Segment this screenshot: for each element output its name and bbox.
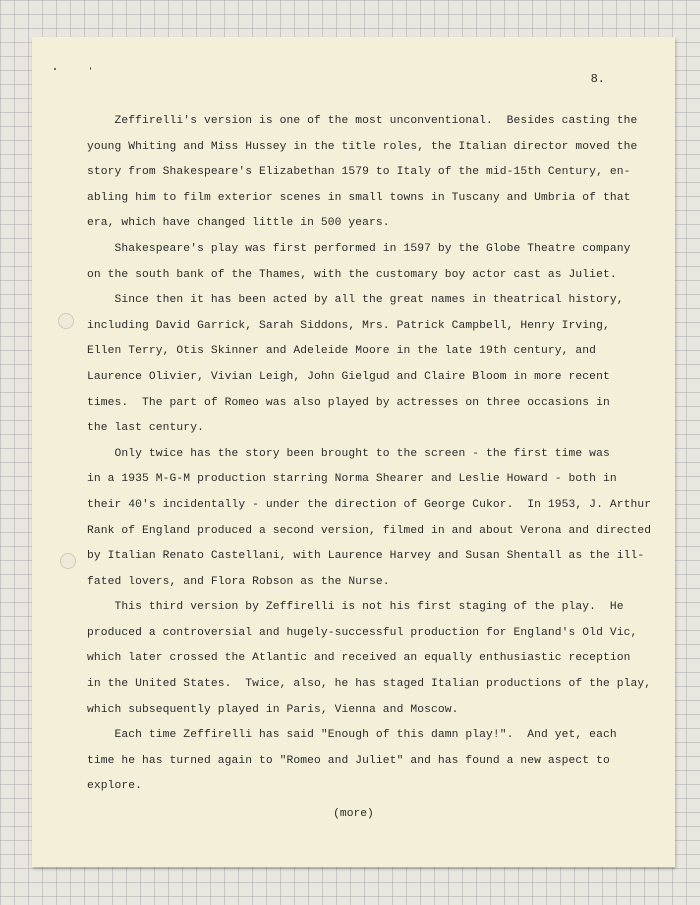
text-line: Only twice has the story been brought to the screen - the first time was bbox=[87, 447, 610, 460]
text-line: time he has turned again to "Romeo and Juliet" and has found a new aspect to bbox=[87, 754, 610, 767]
text-line: Ellen Terry, Otis Skinner and Adeleide Moore in the late 19th century, and bbox=[87, 345, 597, 358]
typed-page bbox=[32, 37, 675, 867]
text-line: produced a controversial and hugely-successful production for England's Old Vic, bbox=[87, 626, 638, 639]
punch-hole-top bbox=[58, 313, 74, 329]
text-line: their 40's incidentally - under the direction of George Cukor. In 1953, J. Arthur bbox=[87, 498, 652, 511]
text-line: in a 1935 M-G-M production starring Norma Shearer and Leslie Howard - both in bbox=[87, 473, 617, 486]
text-line: Since then it has been acted by all the great names in theatrical history, bbox=[87, 294, 624, 307]
page-number: 8. bbox=[590, 72, 605, 86]
text-line: by Italian Renato Castellani, with Laurence Harvey and Susan Shentall as the ill- bbox=[87, 550, 645, 563]
ink-speck bbox=[90, 67, 91, 70]
paragraph bbox=[87, 288, 667, 442]
text-line: in the United States. Twice, also, he has staged Italian productions of the play, bbox=[87, 678, 652, 691]
body-text bbox=[87, 109, 667, 800]
text-line: story from Shakespeare's Elizabethan 1579 to Italy of the mid-15th Century, en- bbox=[87, 166, 631, 179]
text-line: Laurence Olivier, Vivian Leigh, John Gielgud and Claire Bloom in more recent bbox=[87, 370, 610, 383]
text-line: Shakespeare's play was first performed in 1597 by the Globe Theatre company bbox=[87, 242, 631, 255]
text-line: Rank of England produced a second version, filmed in and about Verona and directed bbox=[87, 524, 652, 537]
text-line: explore. bbox=[87, 780, 143, 793]
text-line: Zeffirelli's version is one of the most unconventional. Besides casting the bbox=[87, 115, 638, 127]
text-line: This third version by Zeffirelli is not his first staging of the play. He bbox=[87, 601, 624, 614]
text-line: abling him to film exterior scenes in small towns in Tuscany and Umbria of that bbox=[87, 191, 631, 204]
paragraph bbox=[87, 237, 667, 288]
text-line: the last century. bbox=[87, 422, 204, 435]
text-line: including David Garrick, Sarah Siddons, Mrs. Patrick Campbell, Henry Irving, bbox=[87, 319, 610, 332]
text-line: Each time Zeffirelli has said "Enough of this damn play!". And yet, each bbox=[87, 729, 617, 742]
text-line: young Whiting and Miss Hussey in the title roles, the Italian director moved the bbox=[87, 140, 638, 153]
paragraph bbox=[87, 595, 667, 723]
text-line: which subsequently played in Paris, Vienna and Moscow. bbox=[87, 703, 459, 716]
text-line: era, which have changed little in 500 years. bbox=[87, 217, 390, 230]
more-marker: (more) bbox=[333, 808, 374, 820]
paragraph bbox=[87, 109, 667, 237]
text-line: which later crossed the Atlantic and received an equally enthusiastic reception bbox=[87, 652, 631, 665]
text-line: times. The part of Romeo was also played by actresses on three occasions in bbox=[87, 396, 610, 409]
text-line: fated lovers, and Flora Robson as the Nurse. bbox=[87, 575, 390, 588]
paragraph bbox=[87, 442, 667, 596]
text-line: on the south bank of the Thames, with the customary boy actor cast as Juliet. bbox=[87, 268, 617, 281]
paragraph bbox=[87, 723, 667, 800]
ink-speck bbox=[54, 68, 56, 70]
punch-hole-bottom bbox=[60, 553, 76, 569]
